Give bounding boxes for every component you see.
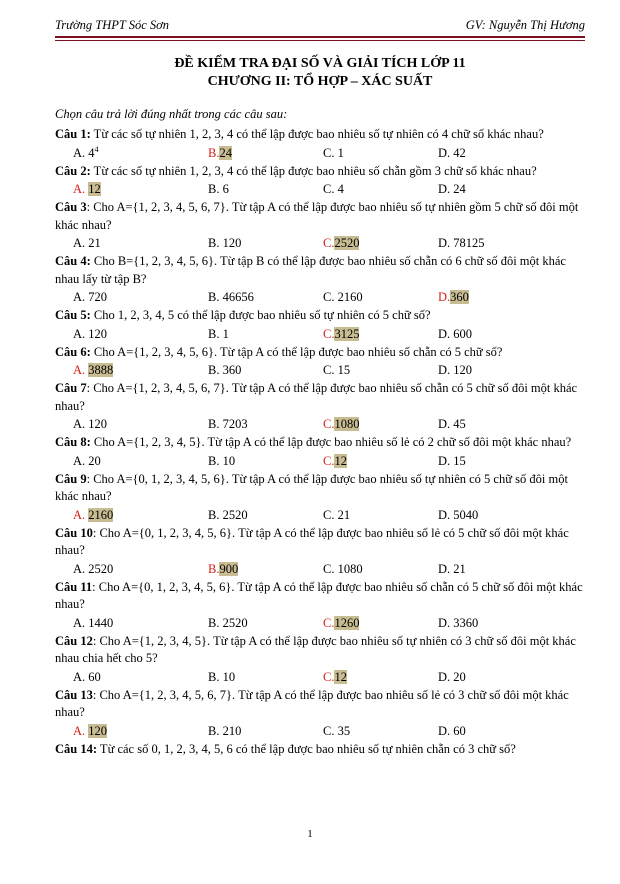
option-letter: A. — [73, 615, 86, 630]
question-text: : Cho A={0, 1, 2, 3, 4, 5, 6}. Từ tập A có thể lập được bao nhiêu số lẻ có 5 chữ số đôi một khác nhau? — [55, 525, 569, 557]
option-value — [223, 417, 248, 431]
answer-row — [55, 288, 585, 307]
question-stem — [55, 307, 585, 325]
option-value — [334, 236, 359, 250]
question-label: Câu 3 — [55, 200, 87, 214]
option-letter: B. — [208, 453, 220, 468]
answer-option-d — [438, 362, 472, 379]
question-12 — [55, 633, 585, 687]
header-school: Trường THPT Sóc Sơn — [55, 18, 170, 32]
question-text: Từ các số tự nhiên 1, 2, 3, 4 có thể lập được bao nhiêu số chẵn gồm 3 chữ số khác nhau? — [90, 163, 537, 178]
option-value — [219, 146, 232, 160]
question-label: Câu 1: — [55, 127, 91, 141]
option-value-text: 4 — [88, 145, 95, 160]
option-value-text: 2160 — [88, 507, 114, 522]
answer-row — [55, 452, 585, 471]
option-letter: D. — [438, 182, 451, 196]
option-value — [223, 363, 242, 377]
answer-option-b — [208, 561, 238, 578]
option-letter: C. — [323, 363, 335, 377]
answer-option-c — [323, 723, 350, 740]
option-value — [334, 454, 347, 468]
option-letter: B. — [208, 363, 220, 377]
option-value-text: 12 — [334, 453, 347, 468]
question-2 — [55, 163, 585, 200]
answer-option-d — [438, 416, 466, 433]
page-number: 1 — [307, 828, 313, 840]
option-letter: A. — [73, 669, 86, 684]
answer-option-c — [323, 416, 359, 433]
option-value — [453, 363, 472, 377]
option-value-text: 600 — [453, 326, 473, 341]
option-letter: C. — [323, 507, 335, 522]
option-letter: C. — [323, 290, 335, 304]
option-letter: C. — [323, 145, 335, 160]
question-label: Câu 5: — [55, 308, 91, 322]
option-value — [450, 290, 469, 304]
answer-option-a — [73, 326, 107, 343]
option-value-text: 60 — [453, 723, 466, 738]
option-value-text: 360 — [222, 363, 242, 377]
option-value-text: 20 — [453, 669, 466, 684]
option-value — [453, 327, 472, 341]
option-value — [223, 236, 242, 250]
answer-option-d — [438, 615, 478, 632]
option-value — [453, 616, 478, 630]
question-stem — [55, 434, 585, 452]
answer-option-d — [438, 145, 466, 162]
question-label: Câu 8: — [55, 435, 91, 449]
option-value-text: 46656 — [222, 290, 254, 304]
option-value-text: 2520 — [222, 615, 248, 630]
option-value — [334, 417, 359, 431]
answer-row — [55, 614, 585, 633]
option-value-text: 7203 — [222, 417, 248, 431]
answer-row — [55, 325, 585, 344]
option-letter: A. — [73, 723, 86, 738]
option-value — [88, 327, 107, 341]
option-value — [453, 508, 478, 522]
answer-option-c — [323, 507, 350, 524]
question-text: Cho B={1, 2, 3, 4, 5, 6}. Từ tập B có thể lập được bao nhiêu số chẵn có 6 chữ số đôi một khác nhau lấy từ tập B? — [55, 254, 566, 286]
option-value — [338, 363, 351, 377]
option-value-text: 2160 — [337, 290, 363, 304]
option-letter: B. — [208, 507, 220, 522]
option-value-text: 1080 — [337, 561, 363, 576]
answer-option-b — [208, 416, 248, 433]
question-label: Câu 9 — [55, 471, 87, 486]
option-value — [338, 146, 344, 160]
answer-option-c — [323, 181, 344, 198]
option-value-text: 5040 — [453, 507, 479, 522]
answer-option-a — [73, 289, 107, 306]
option-value-text: 10 — [222, 453, 236, 468]
option-value-text: 1260 — [334, 615, 360, 630]
option-value-text: 1 — [337, 145, 344, 160]
answer-row — [55, 722, 585, 741]
question-stem — [55, 199, 585, 234]
question-stem — [55, 126, 585, 144]
answer-row — [55, 560, 585, 579]
option-letter: D. — [438, 363, 451, 377]
question-stem — [55, 163, 585, 181]
answer-option-d — [438, 326, 472, 343]
question-13 — [55, 687, 585, 741]
option-letter: C. — [323, 182, 335, 196]
option-value — [453, 417, 466, 431]
option-letter: A. — [73, 236, 86, 250]
option-letter: D. — [438, 290, 451, 304]
question-label: Câu 2: — [55, 163, 91, 178]
answer-option-b — [208, 615, 248, 632]
option-exponent: 4 — [94, 144, 99, 154]
question-14 — [55, 741, 585, 759]
option-value-text: 60 — [88, 669, 101, 684]
option-value-text: 12 — [88, 182, 101, 196]
answer-option-a — [73, 181, 101, 198]
answer-option-a — [73, 507, 113, 524]
option-value — [88, 182, 101, 196]
option-value — [453, 454, 466, 468]
answer-row — [55, 506, 585, 525]
option-value — [88, 236, 101, 250]
option-letter: C. — [323, 326, 335, 341]
question-text: : Cho A={1, 2, 3, 4, 5, 6, 7}. Từ tập A có thể lập được bao nhiêu số lẻ có 3 chữ số đôi một khác nhau? — [55, 687, 569, 719]
option-value-text: 2520 — [222, 507, 248, 522]
option-value-text: 720 — [88, 290, 108, 304]
question-stem — [55, 633, 585, 668]
option-value — [453, 562, 466, 576]
option-value-text: 3125 — [334, 326, 360, 341]
option-letter: A. — [73, 417, 86, 431]
answer-option-a — [73, 416, 107, 433]
option-letter: D. — [438, 236, 451, 250]
answer-row — [55, 415, 585, 434]
option-letter: C. — [323, 669, 335, 684]
option-value-text: 3360 — [453, 615, 479, 630]
option-value-text: 24 — [453, 182, 466, 196]
answer-option-d — [438, 453, 466, 470]
question-text: : Cho A={1, 2, 3, 4, 5}. Từ tập A có thể lập được bao nhiêu số tự nhiên có 3 chữ số đôi một khác nhau chia hết cho 5? — [55, 633, 576, 665]
option-letter: B. — [208, 236, 220, 250]
option-letter: A. — [73, 363, 86, 377]
question-5 — [55, 307, 585, 344]
option-letter: C. — [323, 561, 335, 576]
option-value — [88, 616, 113, 630]
option-value-text: 120 — [453, 363, 473, 377]
question-stem — [55, 380, 585, 415]
option-letter: B. — [208, 182, 220, 196]
option-value — [223, 724, 242, 738]
option-value-text: 210 — [222, 723, 242, 738]
option-value — [223, 670, 236, 684]
answer-option-c — [323, 235, 359, 252]
option-value-text: 2520 — [334, 236, 360, 250]
answer-option-b — [208, 235, 241, 252]
question-stem — [55, 525, 585, 560]
option-value-text: 21 — [88, 236, 101, 250]
answer-option-b — [208, 289, 254, 306]
option-value — [88, 508, 113, 522]
option-value-text: 24 — [219, 145, 232, 160]
header-teacher: GV: Nguyễn Thị Hương — [465, 18, 585, 32]
answer-row — [55, 180, 585, 199]
option-value — [88, 670, 101, 684]
option-value — [88, 363, 113, 377]
question-text: : Cho A={0, 1, 2, 3, 4, 5, 6}. Từ tập A có thể lập được bao nhiêu số tự nhiên có 5 chữ số đôi một khác nhau? — [55, 471, 568, 503]
option-letter: D. — [438, 326, 451, 341]
question-text: Cho 1, 2, 3, 4, 5 có thể lập được bao nhiêu số tự nhiên có 5 chữ số? — [90, 308, 431, 322]
answer-option-c — [323, 362, 350, 379]
answer-option-b — [208, 453, 235, 470]
answer-option-d — [438, 669, 466, 686]
question-stem — [55, 687, 585, 722]
option-value — [453, 182, 466, 196]
answer-option-c — [323, 289, 363, 306]
question-6 — [55, 344, 585, 381]
option-value-text: 15 — [453, 453, 466, 468]
option-value — [223, 454, 236, 468]
option-letter: C. — [323, 236, 335, 250]
option-value-text: 15 — [337, 363, 351, 377]
option-letter: D. — [438, 145, 451, 160]
answer-option-a — [73, 362, 113, 379]
option-value-text: 42 — [453, 145, 466, 160]
option-value — [334, 327, 359, 341]
option-value-text: 2520 — [88, 561, 114, 576]
header-rule-thin — [55, 40, 585, 41]
option-value — [219, 562, 238, 576]
option-value — [338, 508, 351, 522]
option-value — [223, 182, 229, 196]
question-label: Câu 11 — [55, 579, 93, 594]
option-value — [453, 724, 466, 738]
option-letter: B. — [208, 145, 220, 160]
option-value — [88, 417, 107, 431]
answer-option-c — [323, 453, 347, 470]
option-letter: D. — [438, 561, 451, 576]
option-value — [453, 670, 466, 684]
answer-option-b — [208, 669, 235, 686]
answer-option-d — [438, 235, 485, 252]
option-letter: C. — [323, 615, 335, 630]
option-letter: A. — [73, 453, 86, 468]
question-stem — [55, 344, 585, 362]
question-label: Câu 4: — [55, 254, 91, 268]
option-value — [453, 146, 466, 160]
answer-option-a — [73, 235, 101, 252]
option-value-text: 120 — [88, 417, 108, 431]
question-label: Câu 6: — [55, 344, 91, 359]
answer-option-d — [438, 561, 466, 578]
question-text: Cho A={1, 2, 3, 4, 5, 6}. Từ tập A có thể lập được bao nhiêu số chẵn có 5 chữ số? — [90, 344, 503, 359]
question-7 — [55, 380, 585, 434]
question-stem — [55, 253, 585, 288]
option-value — [334, 670, 347, 684]
option-value-text: 360 — [450, 290, 469, 304]
answer-option-c — [323, 615, 359, 632]
question-4 — [55, 253, 585, 307]
option-value — [338, 562, 363, 576]
answer-option-a — [73, 615, 113, 632]
option-letter: C. — [323, 723, 335, 738]
option-letter: B. — [208, 290, 220, 304]
answer-option-c — [323, 326, 359, 343]
question-text: : Cho A={0, 1, 2, 3, 4, 5, 6}. Từ tập A có thể lập được bao nhiêu số chẵn có 5 chữ số đôi một khác nhau? — [55, 579, 583, 611]
question-10 — [55, 525, 585, 579]
header-rule — [55, 36, 585, 38]
answer-option-a — [73, 145, 99, 162]
option-letter: A. — [73, 507, 86, 522]
question-3 — [55, 199, 585, 253]
answer-row — [55, 144, 585, 163]
answer-option-d — [438, 507, 478, 524]
option-letter: B. — [208, 615, 220, 630]
question-label: Câu 12 — [55, 633, 93, 648]
question-text: : Cho A={1, 2, 3, 4, 5, 6, 7}. Từ tập A có thể lập được bao nhiêu số chẵn có 5 chữ số đôi một khác nhau? — [55, 381, 578, 413]
option-value — [223, 327, 229, 341]
answer-option-b — [208, 326, 229, 343]
option-value-text: 3888 — [88, 363, 114, 377]
option-letter: A. — [73, 561, 86, 576]
answer-option-c — [323, 145, 344, 162]
option-value-text: 1080 — [334, 417, 360, 431]
question-1 — [55, 126, 585, 163]
answer-option-a — [73, 453, 101, 470]
answer-option-b — [208, 181, 229, 198]
instruction-text: Chọn câu trả lời đúng nhất trong các câu sau: — [55, 107, 288, 121]
question-11 — [55, 579, 585, 633]
exam-chapter: CHƯƠNG II: TỔ HỢP – XÁC SUẤT — [207, 74, 433, 89]
question-stem — [55, 579, 585, 614]
answer-option-a — [73, 561, 113, 578]
option-value-text: 120 — [88, 326, 108, 341]
option-letter: B. — [208, 669, 220, 684]
option-value — [338, 724, 351, 738]
answer-row — [55, 668, 585, 687]
option-value — [338, 182, 344, 196]
question-text: Từ các số 0, 1, 2, 3, 4, 5, 6 có thể lập được bao nhiêu số tự nhiên chẵn có 3 chữ số? — [97, 741, 516, 756]
option-value-text: 10 — [222, 669, 236, 684]
exam-title: ĐỀ KIỂM TRA ĐẠI SỐ VÀ GIẢI TÍCH LỚP 11 — [174, 56, 466, 71]
answer-row — [55, 234, 585, 253]
option-letter: C. — [323, 417, 335, 431]
option-value-text: 6 — [222, 182, 229, 196]
option-letter: A. — [73, 182, 86, 196]
answer-option-a — [73, 723, 107, 740]
question-8 — [55, 434, 585, 471]
page-header — [55, 18, 585, 34]
option-value-text: 120 — [222, 236, 242, 250]
option-value — [88, 454, 101, 468]
answer-option-b — [208, 145, 232, 162]
option-letter: D. — [438, 723, 451, 738]
option-value — [88, 146, 98, 160]
answer-option-b — [208, 723, 241, 740]
option-letter: B. — [208, 417, 220, 431]
option-value-text: 1 — [222, 326, 229, 341]
option-letter: B. — [208, 723, 220, 738]
option-letter: A. — [73, 326, 86, 341]
question-stem — [55, 741, 585, 759]
option-letter: A. — [73, 290, 86, 304]
question-text: Cho A={1, 2, 3, 4, 5}. Từ tập A có thể lập được bao nhiêu số lẻ có 2 chữ số đôi một khác nhau? — [90, 435, 572, 449]
option-letter: B. — [208, 561, 220, 576]
option-value-text: 120 — [88, 723, 108, 738]
option-letter: B. — [208, 326, 220, 341]
option-value — [88, 724, 107, 738]
option-value-text: 21 — [453, 561, 466, 576]
option-value — [223, 508, 248, 522]
answer-option-c — [323, 669, 347, 686]
question-list — [55, 126, 585, 758]
question-label: Câu 13 — [55, 687, 93, 702]
answer-option-d — [438, 289, 469, 306]
option-letter: A. — [73, 145, 86, 160]
option-value-text: 78125 — [453, 236, 485, 250]
option-value — [88, 562, 113, 576]
answer-option-b — [208, 362, 241, 379]
option-value-text: 900 — [219, 561, 239, 576]
question-label: Câu 10 — [55, 525, 93, 540]
answer-option-d — [438, 723, 466, 740]
question-9 — [55, 471, 585, 525]
option-value-text: 21 — [337, 507, 351, 522]
question-label: Câu 14: — [55, 741, 98, 756]
option-value-text: 45 — [453, 417, 466, 431]
answer-option-b — [208, 507, 248, 524]
option-value — [334, 616, 359, 630]
question-stem — [55, 471, 585, 506]
option-letter: D. — [438, 615, 451, 630]
option-value — [338, 290, 363, 304]
option-letter: D. — [438, 417, 451, 431]
answer-option-d — [438, 181, 466, 198]
option-value — [223, 290, 254, 304]
option-letter: D. — [438, 507, 451, 522]
answer-option-c — [323, 561, 363, 578]
option-letter: D. — [438, 453, 451, 468]
option-value — [223, 616, 248, 630]
question-text: : Cho A={1, 2, 3, 4, 5, 6, 7}. Từ tập A có thể lập được bao nhiêu số tự nhiên gồm 5 chữ số đôi một khác nhau? — [55, 200, 579, 232]
option-value-text: 35 — [337, 723, 351, 738]
option-value-text: 1440 — [88, 615, 114, 630]
option-value-text: 4 — [337, 182, 344, 196]
question-text: Từ các số tự nhiên 1, 2, 3, 4 có thể lập được bao nhiêu số tự nhiên có 4 chữ số khác nhau? — [90, 127, 544, 141]
option-value-text: 12 — [334, 669, 347, 684]
question-label: Câu 7 — [55, 381, 87, 395]
option-value-text: 20 — [88, 453, 101, 468]
option-value — [88, 290, 107, 304]
answer-row — [55, 361, 585, 380]
option-letter: C. — [323, 453, 335, 468]
option-letter: D. — [438, 669, 451, 684]
option-value — [453, 236, 484, 250]
answer-option-a — [73, 669, 101, 686]
